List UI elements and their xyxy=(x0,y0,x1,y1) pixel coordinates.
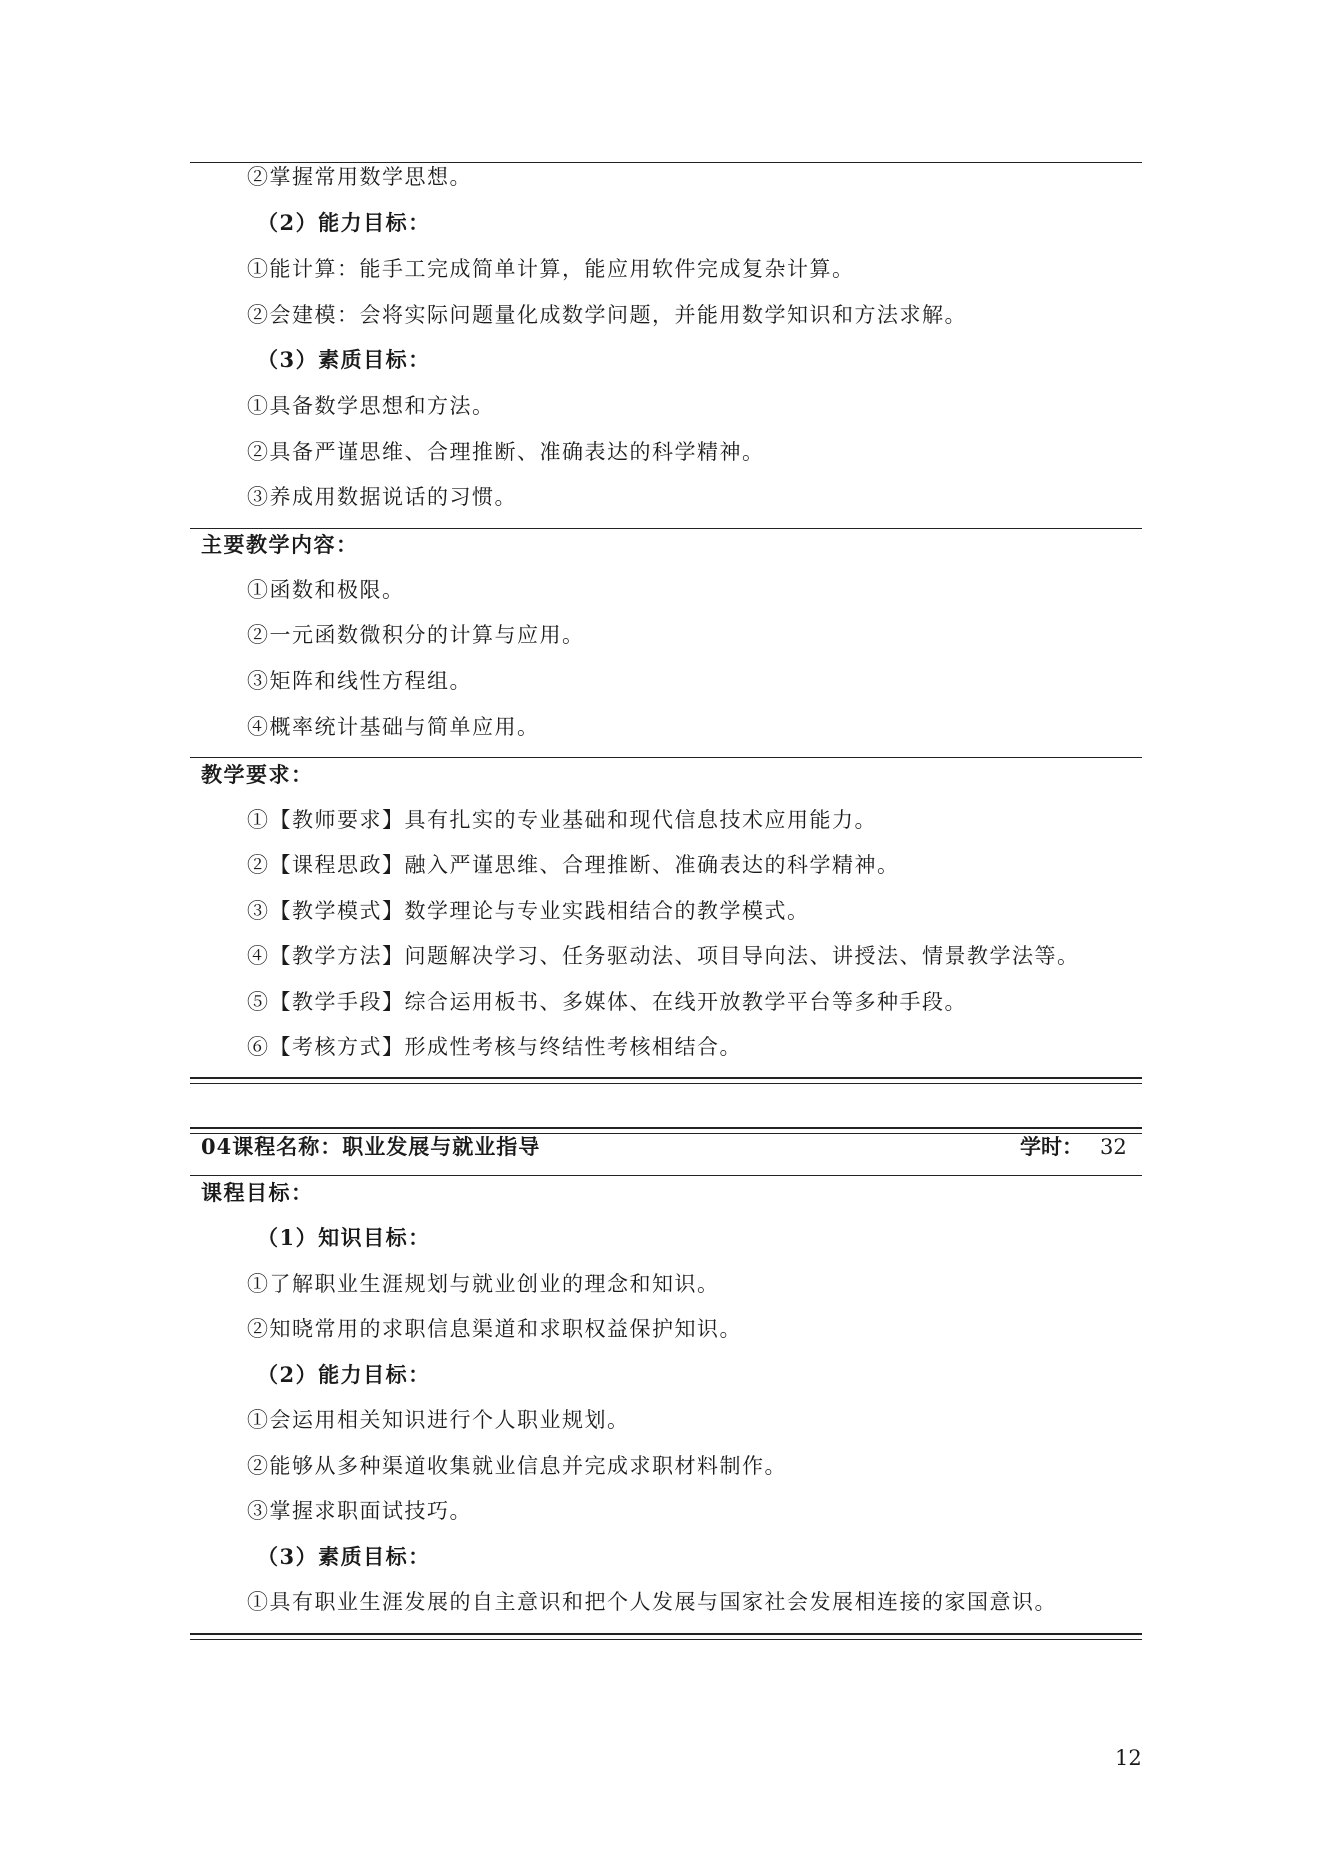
ability-item: ②会建模：会将实际问题量化成数学问题，并能用数学知识和方法求解。 xyxy=(247,303,967,327)
ability-item: ①会运用相关知识进行个人职业规划。 xyxy=(247,1408,630,1432)
course-title: 04课程名称：职业发展与就业指导 xyxy=(201,1134,541,1159)
quality-goal-heading: （3）素质目标： xyxy=(257,347,431,372)
section-divider xyxy=(190,757,1142,758)
quality-item: ③养成用数据说话的习惯。 xyxy=(247,485,517,509)
page-number: 12 xyxy=(1115,1746,1142,1770)
content-item: ②一元函数微积分的计算与应用。 xyxy=(247,623,585,647)
knowledge-item: ②知晓常用的求职信息渠道和求职权益保护知识。 xyxy=(247,1317,742,1341)
table-bottom-rule xyxy=(190,1633,1142,1640)
hours-label: 学时： xyxy=(1020,1134,1083,1159)
ability-item: ①能计算：能手工完成简单计算，能应用软件完成复杂计算。 xyxy=(247,257,855,281)
content-item: ①函数和极限。 xyxy=(247,578,405,602)
requirement-item: ②【课程思政】融入严谨思维、合理推断、准确表达的科学精神。 xyxy=(247,853,900,877)
hours-value: 32 xyxy=(1100,1135,1127,1159)
teaching-requirements-heading: 教学要求： xyxy=(201,762,314,787)
ability-item: ③掌握求职面试技巧。 xyxy=(247,1499,472,1523)
quality-goal-heading: （3）素质目标： xyxy=(257,1544,431,1569)
ability-goal-heading: （2）能力目标： xyxy=(257,1362,431,1387)
requirement-item: ③【教学模式】数学理论与专业实践相结合的教学模式。 xyxy=(247,899,810,923)
requirement-item: ④【教学方法】问题解决学习、任务驱动法、项目导向法、讲授法、情景教学法等。 xyxy=(247,944,1080,968)
ability-item: ②能够从多种渠道收集就业信息并完成求职材料制作。 xyxy=(247,1454,787,1478)
requirement-item: ①【教师要求】具有扎实的专业基础和现代信息技术应用能力。 xyxy=(247,808,877,832)
content-item: ④概率统计基础与简单应用。 xyxy=(247,715,540,739)
requirement-item: ⑤【教学手段】综合运用板书、多媒体、在线开放教学平台等多种手段。 xyxy=(247,990,967,1014)
section-divider xyxy=(190,528,1142,529)
quality-item: ①具备数学思想和方法。 xyxy=(247,394,495,418)
ability-goal-heading: （2）能力目标： xyxy=(257,210,431,235)
main-content-heading: 主要教学内容： xyxy=(201,532,359,557)
section-divider xyxy=(190,1175,1142,1176)
quality-item: ①具有职业生涯发展的自主意识和把个人发展与国家社会发展相连接的家国意识。 xyxy=(247,1590,1057,1614)
requirement-item: ⑥【考核方式】形成性考核与终结性考核相结合。 xyxy=(247,1035,742,1059)
knowledge-item: ②掌握常用数学思想。 xyxy=(247,165,472,189)
knowledge-item: ①了解职业生涯规划与就业创业的理念和知识。 xyxy=(247,1272,720,1296)
table-bottom-rule xyxy=(190,1077,1142,1084)
content-item: ③矩阵和线性方程组。 xyxy=(247,669,472,693)
course-goals-heading: 课程目标： xyxy=(201,1180,314,1205)
quality-item: ②具备严谨思维、合理推断、准确表达的科学精神。 xyxy=(247,440,765,464)
knowledge-goal-heading: （1）知识目标： xyxy=(257,1225,431,1250)
